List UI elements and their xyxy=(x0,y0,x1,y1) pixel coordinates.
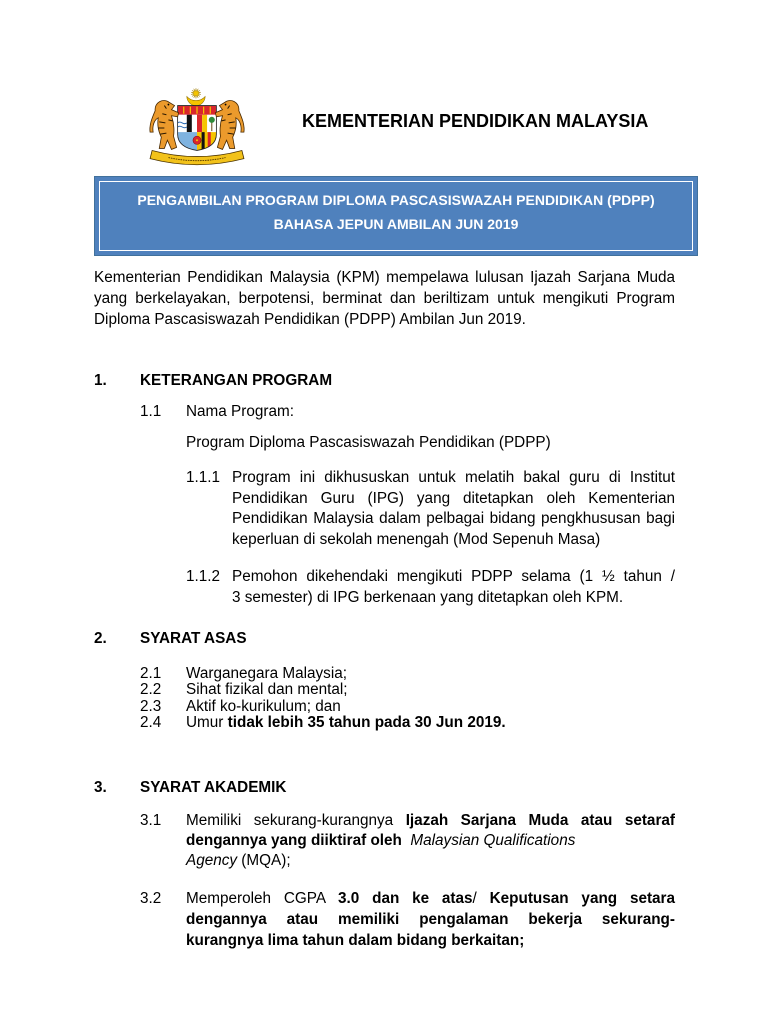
item-3-1-line xyxy=(186,851,675,871)
program-banner xyxy=(94,176,698,256)
item-3-2-text xyxy=(186,888,675,951)
federal-star-icon xyxy=(191,88,201,98)
intro-line: Diploma Pascasiswazah Pendidikan (PDPP) Ambilan Jun 2019. xyxy=(94,311,526,328)
text-segment: (MQA); xyxy=(241,852,291,869)
item-2-1-text: Warganegara Malaysia; xyxy=(186,665,347,682)
item-3-1-line xyxy=(186,831,675,851)
item-3-2-line: dengannya atau memiliki pengalaman bekerja sekurang- xyxy=(186,911,675,928)
subitem-1-1-1-number: 1.1.1 xyxy=(186,469,221,486)
subitem-line: Pemohon dikehendaki mengikuti PDPP selama (1 ½ tahun / xyxy=(232,568,675,585)
section-1-number: 1. xyxy=(94,372,107,389)
section-2-heading: SYARAT ASAS xyxy=(140,630,247,647)
subitem-line: Program ini dikhususkan untuk melatih bakal guru di Institut xyxy=(232,469,675,486)
heraldic-shield xyxy=(178,106,217,151)
right-tiger xyxy=(215,100,244,149)
coat-of-arms-emblem xyxy=(146,86,248,168)
section-3-heading: SYARAT AKADEMIK xyxy=(140,779,287,796)
subitem-line: Pendidikan Guru (IPG) yang ditetapkan oleh Kementerian xyxy=(232,489,675,507)
item-2-1-number: 2.1 xyxy=(140,665,162,682)
subitem-line: 3 semester) di IPG berkenaan yang ditetapkan oleh KPM. xyxy=(232,589,624,606)
age-requirement: tidak lebih 35 tahun pada 30 Jun 2019. xyxy=(227,714,506,732)
item-3-1-line xyxy=(186,811,675,831)
item-1-1-number: 1.1 xyxy=(140,403,162,420)
item-2-3-text: Aktif ko-kurikulum; dan xyxy=(186,697,341,715)
section-3-number: 3. xyxy=(94,779,107,796)
banner-line-1: PENGAMBILAN PROGRAM DIPLOMA PASCASISWAZAH PENDIDIKAN (PDPP) xyxy=(137,192,655,208)
italic-segment: Agency xyxy=(186,852,238,869)
item-3-2-number: 3.2 xyxy=(140,890,162,907)
ministry-title: KEMENTERIAN PENDIDIKAN MALAYSIA xyxy=(302,111,649,131)
banner-text xyxy=(95,177,697,236)
age-label: Umur xyxy=(186,714,224,732)
intro-line: yang berkelayakan, berpotensi, berminat dan beriltizam untuk mengikuti Program xyxy=(94,290,675,307)
item-3-2-line: kurangnya lima tahun dalam bidang berkaitan; xyxy=(186,932,525,949)
subitem-line: Pendidikan Malaysia dalam pelbagai bidang pengkhususan bagi xyxy=(232,510,675,528)
item-2-4-number: 2.4 xyxy=(140,714,162,732)
section-2-number: 2. xyxy=(94,630,107,647)
program-name-value: Program Diploma Pascasiswazah Pendidikan (PDPP) xyxy=(186,434,551,451)
subitem-1-1-2-number: 1.1.2 xyxy=(186,568,221,585)
item-3-1-text xyxy=(186,811,675,871)
motto-scroll xyxy=(150,150,244,164)
text-segment: / xyxy=(472,890,477,907)
text-segment: Memiliki sekurang-kurangnya xyxy=(186,812,394,829)
item-1-1-label: Nama Program: xyxy=(186,403,294,420)
bold-segment: dengannya yang diiktiraf oleh xyxy=(186,832,402,849)
item-3-1-number: 3.1 xyxy=(140,812,162,829)
item-2-2-text: Sihat fizikal dan mental; xyxy=(186,681,348,699)
subitem-line: keperluan di sekolah menengah (Mod Sepenuh Masa) xyxy=(232,531,601,549)
item-3-2-line xyxy=(186,888,675,909)
item-2-4-text xyxy=(186,715,506,731)
bold-segment: Ijazah Sarjana Muda atau setaraf xyxy=(405,812,675,829)
bold-segment: 3.0 xyxy=(338,890,360,907)
intro-paragraph xyxy=(94,267,675,330)
subitem-1-1-2-text xyxy=(232,566,675,608)
intro-line: Kementerian Pendidikan Malaysia (KPM) mempelawa lulusan Ijazah Sarjana Muda xyxy=(94,269,675,286)
item-2-3-number: 2.3 xyxy=(140,697,162,715)
text-segment: Memperoleh CGPA xyxy=(186,890,326,907)
bold-segment: dan ke atas xyxy=(372,890,473,907)
subitem-1-1-1-text xyxy=(232,468,675,551)
left-tiger xyxy=(150,100,179,149)
italic-segment: Malaysian Qualifications xyxy=(410,832,576,849)
item-2-2-number: 2.2 xyxy=(140,681,162,699)
section-1-heading: KETERANGAN PROGRAM xyxy=(140,372,333,389)
bold-segment: Keputusan yang setara xyxy=(489,890,676,907)
banner-line-2: BAHASA JEPUN AMBILAN JUN 2019 xyxy=(273,216,519,232)
